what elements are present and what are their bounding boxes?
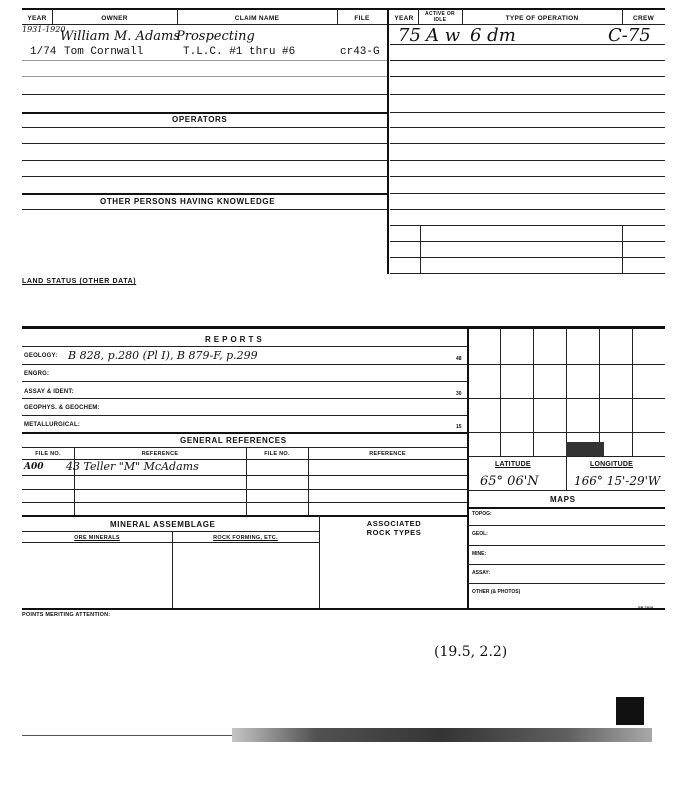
- row-file-typed: cr43-G: [340, 46, 380, 58]
- grid-line: [566, 328, 567, 456]
- divider: [308, 447, 309, 515]
- col-reference: REFERENCE: [141, 451, 179, 457]
- ruled-line: [22, 94, 387, 95]
- rock-forming-header: ROCK FORMING, ETC.: [213, 535, 278, 541]
- mineral-assemblage-heading: MINERAL ASSEMBLAGE: [110, 520, 216, 529]
- ruled-line: [22, 176, 387, 177]
- col-year-header: YEAR: [27, 15, 47, 22]
- ruled-line: [22, 160, 387, 161]
- grid-line: [467, 364, 665, 365]
- divider: [418, 9, 419, 24]
- ruled-line: [22, 515, 467, 517]
- col-year2-header: YEAR: [394, 15, 414, 22]
- ruled-line: [22, 542, 319, 543]
- ruled-line: [390, 193, 665, 194]
- main-divider: [387, 9, 389, 274]
- mine-label: MINE:: [472, 551, 487, 557]
- reports-top-border: [22, 326, 665, 329]
- ruled-line: [467, 490, 665, 491]
- ruled-line: [22, 143, 387, 144]
- grid-line: [467, 432, 665, 433]
- ruled-line: [390, 76, 665, 77]
- scan-edge-line: [22, 735, 232, 736]
- col-file-no: FILE NO.: [35, 451, 61, 457]
- longitude-value: 166° 15'-29'W: [574, 474, 661, 488]
- divider: [462, 9, 463, 24]
- divider: [337, 9, 338, 24]
- row-year-typed: 1/74: [30, 46, 57, 58]
- assay-map-label: ASSAY:: [472, 570, 491, 576]
- col-owner-header: OWNER: [101, 15, 128, 22]
- divider: [246, 447, 247, 515]
- row-claim-typed: T.L.C. #1 thru #6: [183, 46, 296, 58]
- divider: [74, 447, 75, 515]
- ruled-line: [22, 60, 387, 61]
- col-crew-header: CREW: [632, 15, 655, 22]
- divider: [566, 456, 567, 490]
- ref-entry: 43 Teller "M" McAdams: [66, 460, 199, 473]
- ruled-line: [467, 564, 665, 565]
- ruled-line: [467, 507, 665, 509]
- ruled-line: [390, 209, 665, 210]
- grid-smudge: [566, 442, 604, 456]
- ruled-line: [22, 447, 467, 448]
- ruled-line: [22, 364, 467, 365]
- num-48: 48: [456, 356, 462, 362]
- general-references-heading: GENERAL REFERENCES: [180, 436, 287, 445]
- col-type-header: TYPE OF OPERATION: [505, 15, 579, 22]
- metallurgical-label: METALLURGICAL:: [24, 422, 81, 428]
- latitude-label: LATITUDE: [495, 461, 531, 468]
- maps-heading: MAPS: [550, 495, 576, 504]
- ruled-line: [467, 545, 665, 546]
- ruled-line: [22, 432, 467, 434]
- ruled-line: [22, 381, 467, 382]
- ruled-line: [22, 415, 467, 416]
- divider: [622, 225, 623, 273]
- grid-line: [533, 328, 534, 456]
- ruled-line: [390, 127, 665, 128]
- grid-line: [467, 398, 665, 399]
- assoc-rock-types-heading: ASSOCIATED ROCK TYPES: [366, 519, 422, 537]
- row-year-handwritten: 1931-1920: [22, 25, 66, 34]
- divider: [52, 9, 53, 24]
- right-crew: C-75: [608, 25, 651, 46]
- col-file-no2: FILE NO.: [264, 451, 290, 457]
- topog-label: TOPOG:: [472, 511, 492, 517]
- ruled-line: [467, 583, 665, 584]
- ruled-line: [22, 475, 467, 476]
- geology-label: GEOLOGY:: [24, 353, 58, 359]
- row-claim-handwritten: Prospecting: [176, 29, 255, 44]
- col-active-header: ACTIVE OR IDLE: [425, 11, 455, 23]
- ruled-line: [22, 209, 387, 210]
- right-year: 75: [398, 25, 421, 46]
- ruled-line: [390, 273, 665, 274]
- ruled-line: [22, 76, 387, 77]
- other-persons-top-line: [22, 193, 387, 195]
- ref-file-entry: A00: [24, 462, 44, 472]
- divider: [172, 531, 173, 608]
- ruled-line: [22, 502, 467, 503]
- ore-minerals-header: ORE MINERALS: [74, 535, 120, 541]
- grid-line: [599, 328, 600, 456]
- ruled-line: [467, 525, 665, 526]
- scan-smudge-band: [232, 728, 652, 742]
- grid-line: [632, 328, 633, 456]
- ruled-line: [390, 257, 665, 258]
- ruled-line: [22, 489, 467, 490]
- ruled-line: [390, 160, 665, 161]
- longitude-label: LONGITUDE: [590, 461, 634, 468]
- ruled-line: [22, 531, 319, 532]
- top-border: [22, 8, 665, 10]
- col-reference2: REFERENCE: [369, 451, 406, 457]
- other-photos-label: OTHER (& PHOTOS): [472, 589, 521, 595]
- grid-line: [500, 328, 501, 456]
- geol-label: GEOL:: [472, 531, 488, 537]
- ruled-line: [390, 60, 665, 61]
- divider: [420, 225, 421, 273]
- ruled-line: [390, 241, 665, 242]
- ruled-line: [22, 398, 467, 399]
- form-number: SP 7918: [638, 605, 654, 610]
- reports-heading: REPORTS: [205, 335, 265, 344]
- ruled-line: [390, 94, 665, 95]
- ruled-line: [390, 112, 665, 113]
- land-status-heading: LAND STATUS (OTHER DATA): [22, 278, 137, 285]
- scan-black-block: [616, 697, 644, 725]
- ruled-line: [22, 346, 467, 347]
- reports-right-divider: [467, 328, 469, 608]
- other-persons-heading: OTHER PERSONS HAVING KNOWLEDGE: [100, 197, 276, 206]
- right-row-underline: [390, 44, 665, 45]
- engrg-label: ENGRG:: [24, 371, 50, 377]
- operators-heading: OPERATORS: [172, 115, 228, 124]
- header-bottom-line: [22, 24, 665, 25]
- right-active: A w: [426, 25, 461, 46]
- latitude-value: 65° 06'N: [480, 474, 539, 489]
- geology-value: B 828, p.280 (Pl I), B 879-F, p.299: [68, 349, 258, 362]
- assay-label: ASSAY & IDENT:: [24, 389, 74, 395]
- ruled-line: [22, 127, 387, 128]
- row-owner-handwritten: William M. Adams: [60, 29, 181, 44]
- divider: [319, 515, 320, 608]
- right-type: 6 dm: [470, 25, 516, 46]
- ruled-line: [390, 143, 665, 144]
- handwritten-coordinate-note: (19.5, 2.2): [434, 644, 508, 660]
- operators-top-line: [22, 112, 387, 114]
- ruled-line: [390, 176, 665, 177]
- divider: [622, 9, 623, 24]
- geophys-label: GEOPHYS. & GEOCHEM:: [24, 405, 100, 411]
- col-file-header: FILE: [354, 15, 370, 22]
- col-claim-header: CLAIM NAME: [234, 15, 280, 22]
- divider: [177, 9, 178, 24]
- bottom-border: [22, 608, 665, 610]
- num-15: 15: [456, 424, 462, 430]
- row-owner-typed: Tom Cornwall: [64, 46, 144, 58]
- num-30: 30: [456, 391, 462, 397]
- points-meriting-label: POINTS MERITING ATTENTION:: [22, 612, 111, 618]
- ruled-line: [390, 225, 665, 226]
